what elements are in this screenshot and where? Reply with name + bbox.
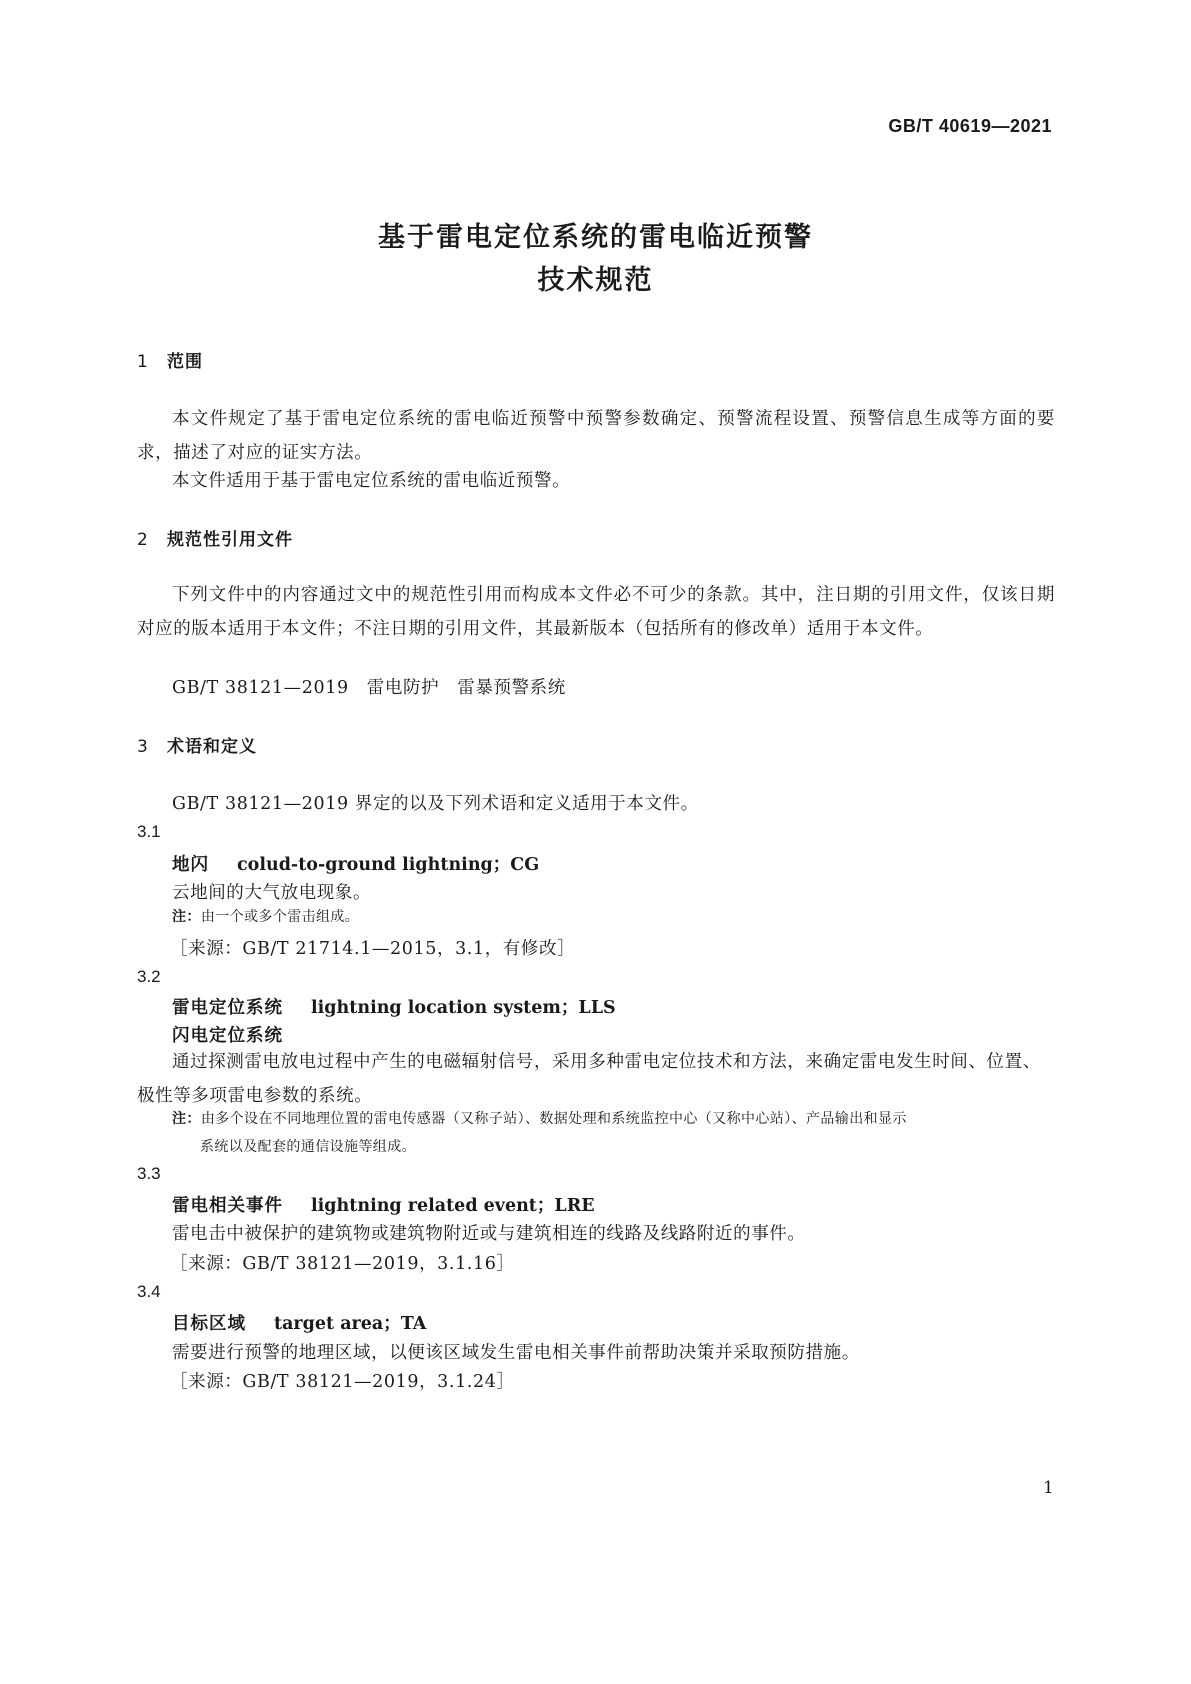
- term-3-3-source: ［来源：GB/T 38121—2019，3.1.16］: [170, 1254, 515, 1274]
- term-en: lightning related event；LRE: [311, 1196, 595, 1216]
- clause-number-3-3: 3.3: [137, 1164, 161, 1183]
- term-3-4-definition: 需要进行预警的地理区域，以便该区域发生雷电相关事件前帮助决策并采取预防措施。: [172, 1343, 860, 1363]
- term-en: colud-to-ground lightning；CG: [237, 855, 540, 875]
- normative-reference-item: GB/T 38121—2019 雷电防护 雷暴预警系统: [172, 678, 566, 698]
- section-2-heading: [137, 525, 293, 550]
- section-number: 2: [137, 530, 149, 550]
- term-3-4-source: ［来源：GB/T 38121—2019，3.1.24］: [170, 1372, 515, 1392]
- term-en: target area；TA: [274, 1314, 427, 1334]
- document-title-line-2: 技术规范: [537, 265, 654, 296]
- term-3-1-source: ［来源：GB/T 21714.1—2015，3.1，有修改］: [170, 939, 576, 959]
- clause-number-3-2: 3.2: [137, 967, 161, 986]
- note-text: 由多个设在不同地理位置的雷电传感器（又称子站）、数据处理和系统监控中心（又称中心站）、产品输出和显示: [200, 1111, 907, 1127]
- scope-paragraph-1: 本文件规定了基于雷电定位系统的雷电临近预警中预警参数确定、预警流程设置、预警信息生成等方面的要求，描述了对应的证实方法。: [137, 409, 1055, 463]
- term-3-2-definition: 通过探测雷电放电过程中产生的电磁辐射信号，采用多种雷电定位技术和方法，来确定雷电发生时间、位置、极性等多项雷电参数的系统。: [137, 1052, 1041, 1106]
- term-3-3: [172, 1192, 595, 1217]
- term-zh: 闪电定位系统: [172, 1026, 283, 1046]
- note-text: 由一个或多个雷击组成。: [200, 909, 360, 925]
- document-title-line-1: 基于雷电定位系统的雷电临近预警: [378, 222, 813, 253]
- scope-paragraph-2: 本文件适用于基于雷电定位系统的雷电临近预警。: [172, 471, 571, 491]
- clause-number-3-4: 3.4: [137, 1282, 161, 1301]
- term-zh: 雷电定位系统: [172, 998, 283, 1018]
- document-code: GB/T 40619—2021: [888, 116, 1052, 136]
- term-3-3-definition: 雷电击中被保护的建筑物或建筑物附近或与建筑相连的线路及线路附近的事件。: [172, 1224, 806, 1244]
- section-3-heading: [137, 732, 257, 757]
- term-3-2: [172, 994, 616, 1019]
- term-zh: 目标区域: [172, 1314, 246, 1334]
- term-en: lightning location system；LLS: [311, 998, 616, 1018]
- term-3-1: [172, 851, 539, 876]
- section-number: 3: [137, 737, 149, 757]
- note-label: 注：: [172, 909, 201, 925]
- terms-intro: GB/T 38121—2019 界定的以及下列术语和定义适用于本文件。: [172, 794, 699, 814]
- term-3-1-note: [172, 903, 359, 931]
- section-title: 术语和定义: [167, 737, 257, 757]
- term-3-2-note: [172, 1105, 1052, 1161]
- note-text-continued: 系统以及配套的通信设施等组成。: [200, 1139, 416, 1155]
- note-label: 注：: [172, 1111, 201, 1127]
- page-number: 1: [1043, 1478, 1054, 1498]
- term-3-4: [172, 1310, 426, 1335]
- term-3-2-alternative: [172, 1022, 283, 1047]
- term-zh: 地闪: [172, 855, 209, 875]
- section-number: 1: [137, 352, 149, 372]
- section-title: 规范性引用文件: [167, 530, 293, 550]
- normative-references-paragraph: 下列文件中的内容通过文中的规范性引用而构成本文件必不可少的条款。其中，注日期的引用文件，仅该日期对应的版本适用于本文件；不注日期的引用文件，其最新版本（包括所有的修改单）适用于本文件。: [137, 585, 1055, 639]
- section-1-heading: [137, 347, 203, 372]
- section-title: 范围: [167, 352, 203, 372]
- term-zh: 雷电相关事件: [172, 1196, 283, 1216]
- clause-number-3-1: 3.1: [137, 822, 161, 841]
- term-3-1-definition: 云地间的大气放电现象。: [172, 883, 372, 903]
